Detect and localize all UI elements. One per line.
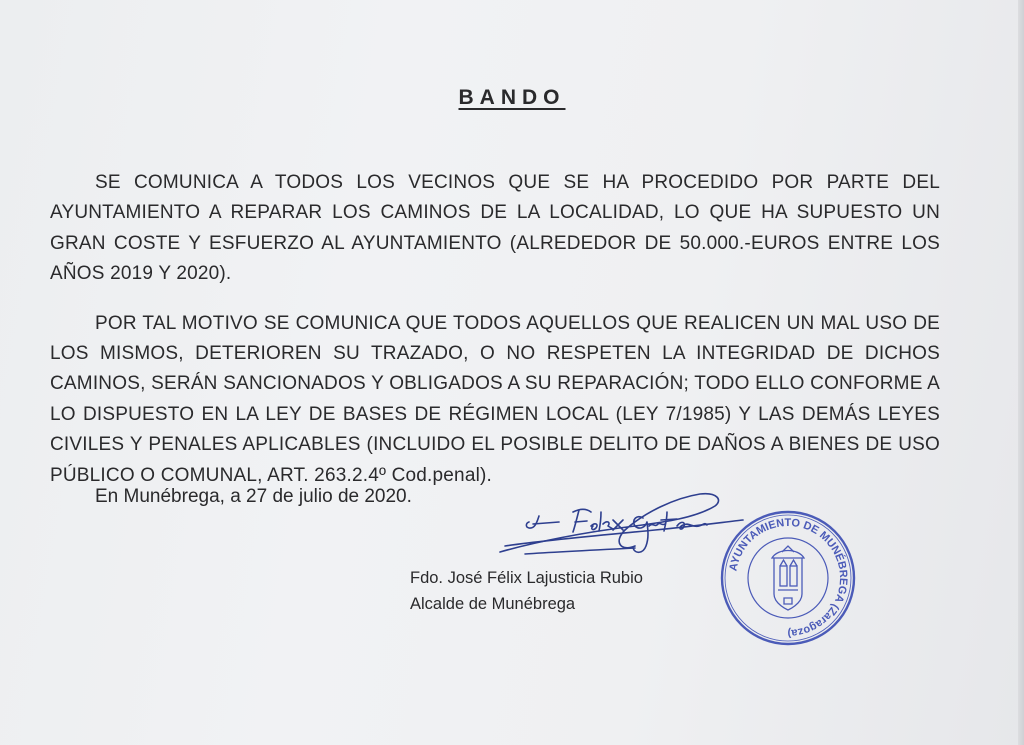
date-line: En Munébrega, a 27 de julio de 2020. [95, 486, 412, 507]
document-body [50, 168, 940, 510]
document-title: BANDO [458, 86, 566, 109]
paragraph-sanctions: POR TAL MOTIVO SE COMUNICA QUE TODOS AQUELLOS QUE REALICEN UN MAL USO DE LOS MISMOS, DETERIOREN SU TRAZADO, O NO RESPETEN LA INTEGRIDAD DE DICHOS CAMINOS, SERÁN SANCIONADOS Y OBLIGADOS A SU REPARACIÓN; TODO ELLO CONFORME A LO DISPUESTO EN LA LEY DE BASES DE RÉGIMEN LOCAL (LEY 7/1985) Y LAS DEMÁS LEYES CIVILES Y PENALES APLICABLES (INCLUIDO EL POSIBLE DELITO DE DAÑOS A BIENES DE USO PÚBLICO O COMUNAL, ART. 263.2.4º Cod.penal). [50, 312, 940, 486]
signatory-name: Fdo. José Félix Lajusticia Rubio [410, 569, 643, 587]
seal-ring-text: AYUNTAMIENTO DE MUNÉBREGA (Zaragoza) [727, 516, 850, 640]
town-hall-stamp [718, 508, 858, 648]
signatory-position: Alcalde de Munébrega [410, 595, 576, 613]
signature-block [410, 565, 643, 617]
handwritten-signature [495, 482, 755, 577]
paragraph-notice: SE COMUNICA A TODOS LOS VECINOS QUE SE HA PROCEDIDO POR PARTE DEL AYUNTAMIENTO A REPARAR LOS CAMINOS DE LA LOCALIDAD, LO QUE HA SUPUESTO UN GRAN COSTE Y ESFUERZO AL AYUNTAMIENTO (ALREDEDOR DE 50.000.-EUROS ENTRE LOS AÑOS 2019 Y 2020). [50, 172, 940, 285]
